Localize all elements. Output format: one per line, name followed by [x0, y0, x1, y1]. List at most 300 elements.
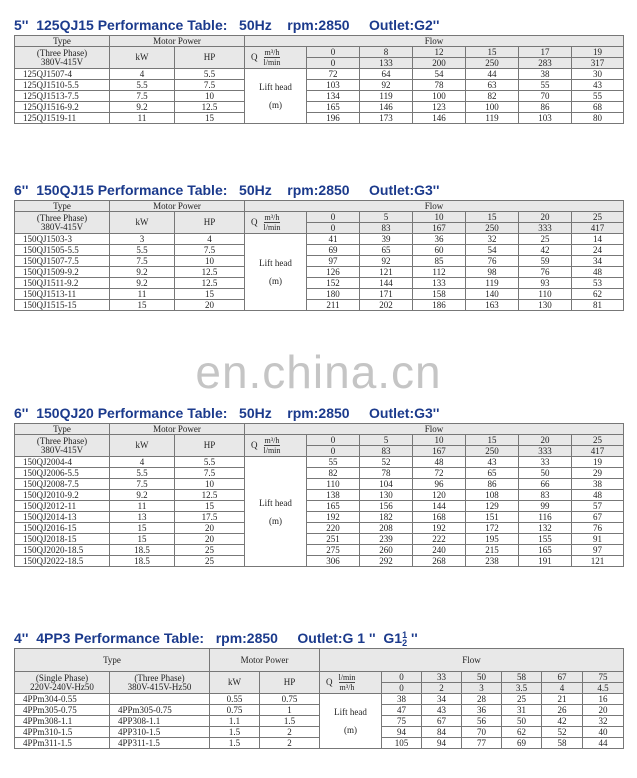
lift-head-unit: (m) — [344, 725, 357, 735]
flow-unit-cell — [320, 672, 382, 694]
performance-table — [14, 200, 624, 311]
head-value: 24 — [572, 245, 624, 256]
table-row — [15, 267, 624, 278]
head-value: 55 — [307, 457, 360, 468]
head-value: 192 — [307, 512, 360, 523]
flow-lmin-value: 167 — [413, 223, 466, 234]
flow-unit-cell — [245, 212, 307, 234]
table-row — [15, 300, 624, 311]
q-label: Q — [251, 52, 258, 62]
kw-header: kW — [210, 672, 260, 694]
unit-fraction — [264, 213, 281, 232]
head-value: 146 — [360, 102, 413, 113]
head-value: 55 — [572, 91, 624, 102]
performance-table — [14, 35, 624, 124]
three-phase-voltage: 380V-415V-Hz50 — [127, 681, 192, 692]
kw-cell: 13 — [110, 512, 175, 523]
head-value: 191 — [519, 556, 572, 567]
three-model-cell: 4PP308-1.1 — [110, 716, 210, 727]
flow-lmin-value: 0 — [307, 223, 360, 234]
head-value: 32 — [583, 716, 624, 727]
head-value: 39 — [360, 234, 413, 245]
kw-cell: 18.5 — [110, 545, 175, 556]
head-value: 215 — [466, 545, 519, 556]
table-row — [15, 738, 624, 749]
hp-cell: 10 — [175, 256, 245, 267]
head-value: 144 — [360, 278, 413, 289]
flow-lmin-value: 133 — [360, 58, 413, 69]
head-value: 43 — [572, 80, 624, 91]
hp-header: HP — [175, 47, 245, 69]
model-cell: 150QJ1507-7.5 — [15, 256, 110, 267]
phase-label: (Three Phase) — [36, 212, 88, 223]
flow-lmin-value: 0 — [307, 58, 360, 69]
head-value: 86 — [519, 102, 572, 113]
head-value: 129 — [466, 501, 519, 512]
head-value: 121 — [360, 267, 413, 278]
watermark-band — [0, 338, 637, 360]
head-value: 110 — [307, 479, 360, 490]
head-value: 103 — [519, 113, 572, 124]
head-value: 70 — [519, 91, 572, 102]
head-value: 36 — [462, 705, 502, 716]
head-value: 292 — [360, 556, 413, 567]
table-row — [15, 501, 624, 512]
flow-m3h-value: 15 — [466, 212, 519, 223]
table-row — [15, 545, 624, 556]
lift-head-unit: (m) — [269, 276, 282, 286]
head-value: 92 — [360, 256, 413, 267]
head-value: 38 — [572, 479, 624, 490]
head-value: 65 — [360, 245, 413, 256]
hp-cell: 15 — [175, 501, 245, 512]
head-value: 34 — [572, 256, 624, 267]
model-cell: 150QJ1513-11 — [15, 289, 110, 300]
voltage-label: 380V-415V — [40, 444, 84, 455]
three-phase-label: (Three Phase) — [134, 672, 185, 683]
flow-m3h-value: 25 — [572, 212, 624, 223]
voltage-label: 380V-415V — [40, 56, 84, 67]
head-value: 110 — [519, 289, 572, 300]
head-value: 172 — [466, 523, 519, 534]
phase-cell — [15, 212, 110, 234]
head-value: 126 — [307, 267, 360, 278]
unit-m3h: m³/h — [264, 48, 280, 57]
hp-header: HP — [175, 212, 245, 234]
hp-header: HP — [260, 672, 320, 694]
hp-cell: 10 — [175, 479, 245, 490]
head-value: 192 — [413, 523, 466, 534]
hp-cell: 1.5 — [260, 716, 320, 727]
flow-lmin-value: 417 — [572, 223, 624, 234]
head-value: 100 — [413, 91, 466, 102]
model-cell: 125QJ1513-7.5 — [15, 91, 110, 102]
flow-header: Flow — [245, 424, 624, 435]
head-value: 41 — [307, 234, 360, 245]
single-model-cell: 4PPm308-1.1 — [15, 716, 110, 727]
head-value: 97 — [572, 545, 624, 556]
unit-lmin: l/min — [263, 446, 281, 455]
hp-cell: 12.5 — [175, 267, 245, 278]
flow-unit-box — [326, 673, 379, 692]
title-text: 4'' 4PP3 Performance Table: rpm:2850 Outlet:G 1 '' G1 — [14, 630, 403, 646]
head-value: 144 — [413, 501, 466, 512]
head-value: 165 — [519, 545, 572, 556]
head-value: 134 — [307, 91, 360, 102]
table-title: 6'' 150QJ15 Performance Table: 50Hz rpm:2850 Outlet:G3'' — [14, 182, 440, 198]
head-value: 132 — [519, 523, 572, 534]
phase-cell — [15, 47, 110, 69]
head-value: 158 — [413, 289, 466, 300]
head-value: 25 — [519, 234, 572, 245]
table-row — [15, 716, 624, 727]
kw-header: kW — [110, 435, 175, 457]
phase-label: (Three Phase) — [36, 435, 88, 446]
hp-cell: 15 — [175, 289, 245, 300]
unit-lmin: l/min — [263, 58, 281, 67]
head-value: 48 — [413, 457, 466, 468]
title-frac-bottom: 2 — [402, 638, 408, 649]
head-value: 85 — [413, 256, 466, 267]
flow-m3h-value: 2 — [422, 683, 462, 694]
flow-m3h-value: 15 — [466, 47, 519, 58]
header-row — [15, 201, 624, 212]
lift-head-cell — [245, 234, 307, 311]
flow-m3h-value: 3 — [462, 683, 502, 694]
hp-cell: 5.5 — [175, 69, 245, 80]
unit-lmin: l/min — [263, 223, 281, 232]
head-value: 99 — [519, 501, 572, 512]
single-phase-voltage: 220V-240V-Hz50 — [30, 681, 94, 692]
three-model-cell: 4PPm305-0.75 — [110, 705, 210, 716]
flow-m3h-value: 0 — [307, 47, 360, 58]
head-value: 195 — [466, 534, 519, 545]
kw-cell: 9.2 — [110, 102, 175, 113]
hp-cell: 5.5 — [175, 457, 245, 468]
table-row — [15, 113, 624, 124]
head-value: 25 — [502, 694, 542, 705]
head-value: 86 — [466, 479, 519, 490]
kw-cell: 9.2 — [110, 267, 175, 278]
kw-cell: 11 — [110, 289, 175, 300]
head-value: 28 — [462, 694, 502, 705]
table-title — [14, 628, 623, 648]
head-value: 165 — [307, 102, 360, 113]
flow-unit-box — [251, 213, 304, 232]
motor-power-header: Motor Power — [110, 424, 245, 435]
unit-m3h: m³/h — [264, 213, 280, 222]
model-cell: 150QJ2018-15 — [15, 534, 110, 545]
head-value: 66 — [519, 479, 572, 490]
lift-head-label: Lift head — [259, 258, 292, 268]
head-value: 93 — [519, 278, 572, 289]
flow-lmin-value: 333 — [519, 223, 572, 234]
kw-cell: 11 — [110, 113, 175, 124]
unit-m3h: m³/h — [339, 683, 355, 692]
head-value: 260 — [360, 545, 413, 556]
hp-cell: 20 — [175, 523, 245, 534]
type-header: Type — [15, 424, 110, 435]
flow-m3h-value: 8 — [360, 47, 413, 58]
table-row — [15, 256, 624, 267]
table-row — [15, 102, 624, 113]
head-value: 29 — [572, 468, 624, 479]
head-value: 268 — [413, 556, 466, 567]
head-value: 222 — [413, 534, 466, 545]
flow-m3h-value: 4 — [542, 683, 583, 694]
table-row — [15, 234, 624, 245]
single-model-cell: 4PPm310-1.5 — [15, 727, 110, 738]
performance-table — [14, 423, 624, 567]
head-value: 138 — [307, 490, 360, 501]
lift-head-unit: (m) — [269, 100, 282, 110]
model-cell: 150QJ1503-3 — [15, 234, 110, 245]
head-value: 81 — [572, 300, 624, 311]
type-header: Type — [15, 201, 110, 212]
head-value: 112 — [413, 267, 466, 278]
head-value: 240 — [413, 545, 466, 556]
flow-lmin-value: 417 — [572, 446, 624, 457]
table-row — [15, 534, 624, 545]
kw-cell: 1.5 — [210, 738, 260, 749]
performance-table-section — [14, 628, 623, 749]
hp-cell: 1 — [260, 705, 320, 716]
kw-cell: 5.5 — [110, 80, 175, 91]
head-value: 47 — [382, 705, 422, 716]
head-value: 196 — [307, 113, 360, 124]
kw-cell: 1.1 — [210, 716, 260, 727]
head-value: 180 — [307, 289, 360, 300]
head-value: 80 — [572, 113, 624, 124]
head-value: 94 — [382, 727, 422, 738]
hp-cell: 12.5 — [175, 278, 245, 289]
head-value: 116 — [519, 512, 572, 523]
head-value: 52 — [360, 457, 413, 468]
kw-cell: 9.2 — [110, 278, 175, 289]
head-value: 76 — [466, 256, 519, 267]
flow-header: Flow — [245, 201, 624, 212]
flow-lmin-value: 250 — [466, 446, 519, 457]
kw-cell: 4 — [110, 457, 175, 468]
head-value: 43 — [466, 457, 519, 468]
head-value: 119 — [466, 113, 519, 124]
model-cell: 150QJ2014-13 — [15, 512, 110, 523]
head-value: 53 — [572, 278, 624, 289]
kw-cell: 4 — [110, 69, 175, 80]
flow-m3h-value: 5 — [360, 435, 413, 446]
head-value: 173 — [360, 113, 413, 124]
unit-row — [15, 47, 624, 58]
flow-unit-box — [251, 436, 304, 455]
head-value: 103 — [307, 80, 360, 91]
three-model-cell: 4PP310-1.5 — [110, 727, 210, 738]
unit-row — [15, 435, 624, 446]
head-value: 57 — [572, 501, 624, 512]
head-value: 84 — [422, 727, 462, 738]
table-title: 6'' 150QJ20 Performance Table: 50Hz rpm:2850 Outlet:G3'' — [14, 405, 440, 421]
lift-head-cell — [245, 69, 307, 124]
table-row — [15, 694, 624, 705]
head-value: 33 — [519, 457, 572, 468]
table-row — [15, 289, 624, 300]
head-value: 68 — [572, 102, 624, 113]
head-value: 56 — [462, 716, 502, 727]
head-value: 182 — [360, 512, 413, 523]
kw-header: kW — [110, 47, 175, 69]
flow-m3h-value: 17 — [519, 47, 572, 58]
head-value: 306 — [307, 556, 360, 567]
head-value: 69 — [502, 738, 542, 749]
flow-lmin-value: 67 — [542, 672, 583, 683]
voltage-label: 380V-415V — [40, 221, 84, 232]
three-model-cell: 4PP311-1.5 — [110, 738, 210, 749]
lift-head-unit: (m) — [269, 515, 282, 526]
type-header: Type — [15, 649, 210, 672]
single-phase-cell — [15, 672, 110, 694]
kw-cell: 7.5 — [110, 256, 175, 267]
kw-cell: 9.2 — [110, 490, 175, 501]
lift-head-label: Lift head — [259, 497, 292, 508]
head-value: 120 — [413, 490, 466, 501]
model-cell: 125QJ1519-11 — [15, 113, 110, 124]
head-value: 36 — [413, 234, 466, 245]
head-value: 31 — [502, 705, 542, 716]
flow-m3h-value: 19 — [572, 47, 624, 58]
hp-header: HP — [175, 435, 245, 457]
flow-m3h-value: 20 — [519, 212, 572, 223]
flow-lmin-value: 50 — [462, 672, 502, 683]
kw-cell: 5.5 — [110, 468, 175, 479]
kw-cell: 7.5 — [110, 479, 175, 490]
head-value: 152 — [307, 278, 360, 289]
motor-power-header: Motor Power — [110, 201, 245, 212]
head-value: 67 — [422, 716, 462, 727]
model-cell: 150QJ2012-11 — [15, 501, 110, 512]
flow-lmin-value: 75 — [583, 672, 624, 683]
model-cell: 150QJ2008-7.5 — [15, 479, 110, 490]
three-phase-cell — [110, 672, 210, 694]
kw-cell: 15 — [110, 534, 175, 545]
head-value: 202 — [360, 300, 413, 311]
head-value: 40 — [583, 727, 624, 738]
head-value: 83 — [519, 490, 572, 501]
unit-row — [15, 672, 624, 683]
hp-cell: 25 — [175, 556, 245, 567]
unit-fraction — [264, 48, 281, 67]
table-row — [15, 556, 624, 567]
unit-fraction — [339, 673, 356, 692]
head-value: 52 — [542, 727, 583, 738]
table-row — [15, 468, 624, 479]
unit-lmin: l/min — [338, 673, 356, 682]
head-value: 65 — [466, 468, 519, 479]
table-title: 5'' 125QJ15 Performance Table: 50Hz rpm:2850 Outlet:G2'' — [14, 17, 440, 33]
table-row — [15, 727, 624, 738]
head-value: 119 — [466, 278, 519, 289]
kw-cell: 1.5 — [210, 727, 260, 738]
table-row — [15, 512, 624, 523]
head-value: 54 — [413, 69, 466, 80]
phase-label: (Three Phase) — [36, 47, 88, 58]
kw-cell: 5.5 — [110, 245, 175, 256]
head-value: 275 — [307, 545, 360, 556]
head-value: 26 — [542, 705, 583, 716]
head-value: 123 — [413, 102, 466, 113]
unit-m3h: m³/h — [264, 436, 280, 445]
title-frac-top: 1 — [402, 630, 408, 641]
motor-power-header: Motor Power — [210, 649, 320, 672]
single-model-cell: 4PPm311-1.5 — [15, 738, 110, 749]
flow-lmin-value: 317 — [572, 58, 624, 69]
head-value: 211 — [307, 300, 360, 311]
q-label: Q — [326, 677, 333, 687]
model-cell: 150QJ2020-18.5 — [15, 545, 110, 556]
flow-header: Flow — [245, 36, 624, 47]
table-row — [15, 490, 624, 501]
head-value: 108 — [466, 490, 519, 501]
flow-m3h-value: 4.5 — [583, 683, 624, 694]
kw-cell: 18.5 — [110, 556, 175, 567]
head-value: 54 — [466, 245, 519, 256]
performance-table-section — [14, 15, 623, 124]
head-value: 38 — [382, 694, 422, 705]
head-value: 130 — [519, 300, 572, 311]
head-value: 64 — [360, 69, 413, 80]
model-cell: 150QJ1515-15 — [15, 300, 110, 311]
lift-head-label: Lift head — [259, 82, 292, 92]
table-row — [15, 457, 624, 468]
head-value: 14 — [572, 234, 624, 245]
performance-table-section — [14, 180, 623, 311]
kw-cell: 0.55 — [210, 694, 260, 705]
lift-head-cell — [320, 694, 382, 749]
head-value: 48 — [572, 490, 624, 501]
unit-row — [15, 212, 624, 223]
head-value: 119 — [360, 91, 413, 102]
head-value: 100 — [466, 102, 519, 113]
hp-cell: 10 — [175, 91, 245, 102]
three-model-cell — [110, 694, 210, 705]
hp-cell: 2 — [260, 738, 320, 749]
head-value: 168 — [413, 512, 466, 523]
flow-lmin-value: 83 — [360, 223, 413, 234]
kw-cell: 15 — [110, 300, 175, 311]
hp-cell: 12.5 — [175, 102, 245, 113]
head-value: 44 — [466, 69, 519, 80]
head-value: 98 — [466, 267, 519, 278]
head-value: 92 — [360, 80, 413, 91]
head-value: 91 — [572, 534, 624, 545]
model-cell: 150QJ2022-18.5 — [15, 556, 110, 567]
head-value: 19 — [572, 457, 624, 468]
head-value: 238 — [466, 556, 519, 567]
head-value: 72 — [413, 468, 466, 479]
performance-table — [14, 648, 624, 749]
motor-power-header: Motor Power — [110, 36, 245, 47]
head-value: 55 — [519, 80, 572, 91]
title-end: '' — [407, 630, 418, 646]
q-label: Q — [251, 440, 258, 450]
head-value: 133 — [413, 278, 466, 289]
flow-m3h-value: 5 — [360, 212, 413, 223]
head-value: 16 — [583, 694, 624, 705]
flow-m3h-value: 12 — [413, 47, 466, 58]
head-value: 43 — [422, 705, 462, 716]
head-value: 75 — [382, 716, 422, 727]
table-row — [15, 278, 624, 289]
head-value: 156 — [360, 501, 413, 512]
head-value: 140 — [466, 289, 519, 300]
